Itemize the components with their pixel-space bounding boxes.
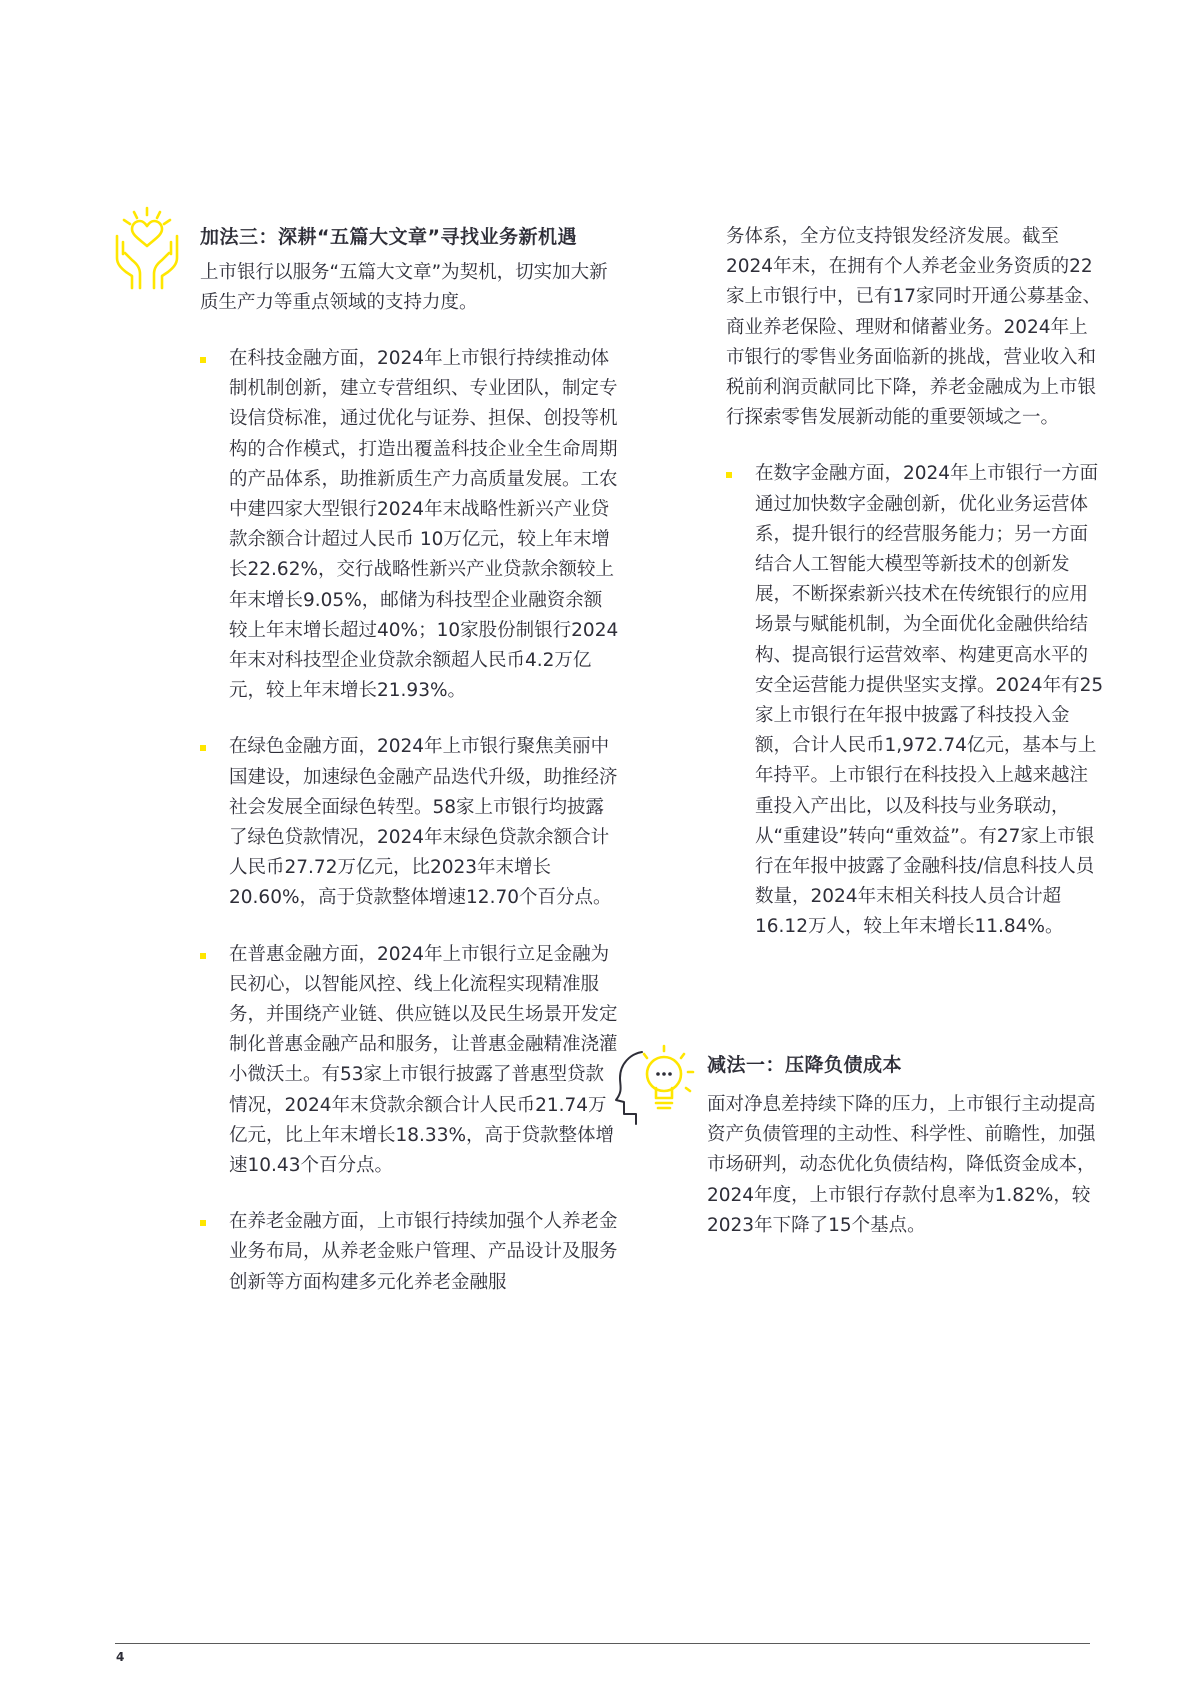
section-intro: 上市银行以服务“五篇大文章”为契机，切实加大新质生产力等重点领域的支持力度。: [200, 262, 608, 313]
section-title-2: 减法一：压降负债成本: [707, 1054, 903, 1076]
bullet-item-digital-finance: 在数字金融方面，2024年上市银行一方面通过加快数字金融创新，优化业务运营体系，提升银行的经营服务能力；另一方面结合人工智能大模型等新技术的创新发展，不断探索新兴技术在传统银行的应用场景与赋能机制，为全面优化金融供给结构、提高银行运营效率、构建更高水平的安全运营能力提供坚实支撑。2024年有25家上市银行在年报中披露了科技投入金额，合计人民币1,972.74亿元，基本与上年持平。上市银行在科技投入上越来越注重投入产出比，以及科技与业务联动，从“重建设”转向“重效益”。有27家上市银行在年报中披露了金融科技/信息科技人员数量，2024年末相关科技人员合计超16.12万人，较上年末增长11.84%。: [726, 459, 1106, 942]
hands-heart-icon: [112, 206, 182, 290]
lightbulb-head-icon: [612, 1042, 698, 1126]
section-title: 加法三：深耕“五篇大文章”寻找业务新机遇: [200, 226, 577, 248]
left-column: [200, 222, 620, 1324]
page-number: 4: [116, 1650, 125, 1664]
bullet-list-right: [726, 459, 1106, 942]
bullet-item-inclusive-finance: 在普惠金融方面，2024年上市银行立足金融为民初心，以智能风控、线上化流程实现精准服务，并围绕产业链、供应链以及民生场景开发定制化普惠金融产品和服务，让普惠金融精准浇灌小微沃土。有53家上市银行披露了普惠型贷款情况，2024年末贷款余额合计人民币21.74万亿元，比上年末增长18.33%，高于贷款整体增速10.43个百分点。: [200, 940, 620, 1182]
bullet-item-pension-finance: 在养老金融方面，上市银行持续加强个人养老金业务布局，从养老金账户管理、产品设计及服务创新等方面构建多元化养老金融服: [200, 1207, 620, 1298]
section-body-2: 面对净息差持续下降的压力，上市银行主动提高资产负债管理的主动性、科学性、前瞻性，加强市场研判，动态优化负债结构，降低资金成本，2024年度，上市银行存款付息率为1.82%，较2023年下降了15个基点。: [707, 1094, 1096, 1236]
bullet-item-tech-finance: 在科技金融方面，2024年上市银行持续推动体制机制创新，建立专营组织、专业团队，制定专设信贷标准，通过优化与证券、担保、创投等机构的合作模式，打造出覆盖科技企业全生命周期的产品体系，助推新质生产力高质量发展。工农中建四家大型银行2024年末战略性新兴产业贷款余额合计超过人民币 10万亿元，较上年末增长22.62%，交行战略性新兴产业贷款余额较上年末增长9.05%，邮储为科技型企业融资余额较上年末增长超过40%；10家股份制银行2024年末对科技型企业贷款余额超人民币4.2万亿元，较上年末增长21.93%。: [200, 344, 620, 706]
footer-divider: [115, 1643, 1090, 1644]
right-column: [726, 222, 1106, 969]
bullet-item-green-finance: 在绿色金融方面，2024年上市银行聚焦美丽中国建设，加速绿色金融产品迭代升级，助推经济社会发展全面绿色转型。58家上市银行均披露了绿色贷款情况，2024年末绿色贷款余额合计人民币27.72万亿元，比2023年末增长20.60%，高于贷款整体增速12.70个百分点。: [200, 732, 620, 913]
bullet-list: [200, 344, 620, 1298]
bullet-continuation: 务体系，全方位支持银发经济发展。截至2024年末，在拥有个人养老金业务资质的22家上市银行中，已有17家同时开通公募基金、商业养老保险、理财和储蓄业务。2024年上市银行的零售业务面临新的挑战，营业收入和税前利润贡献同比下降，养老金融成为上市银行探索零售发展新动能的重要领域之一。: [726, 226, 1102, 429]
